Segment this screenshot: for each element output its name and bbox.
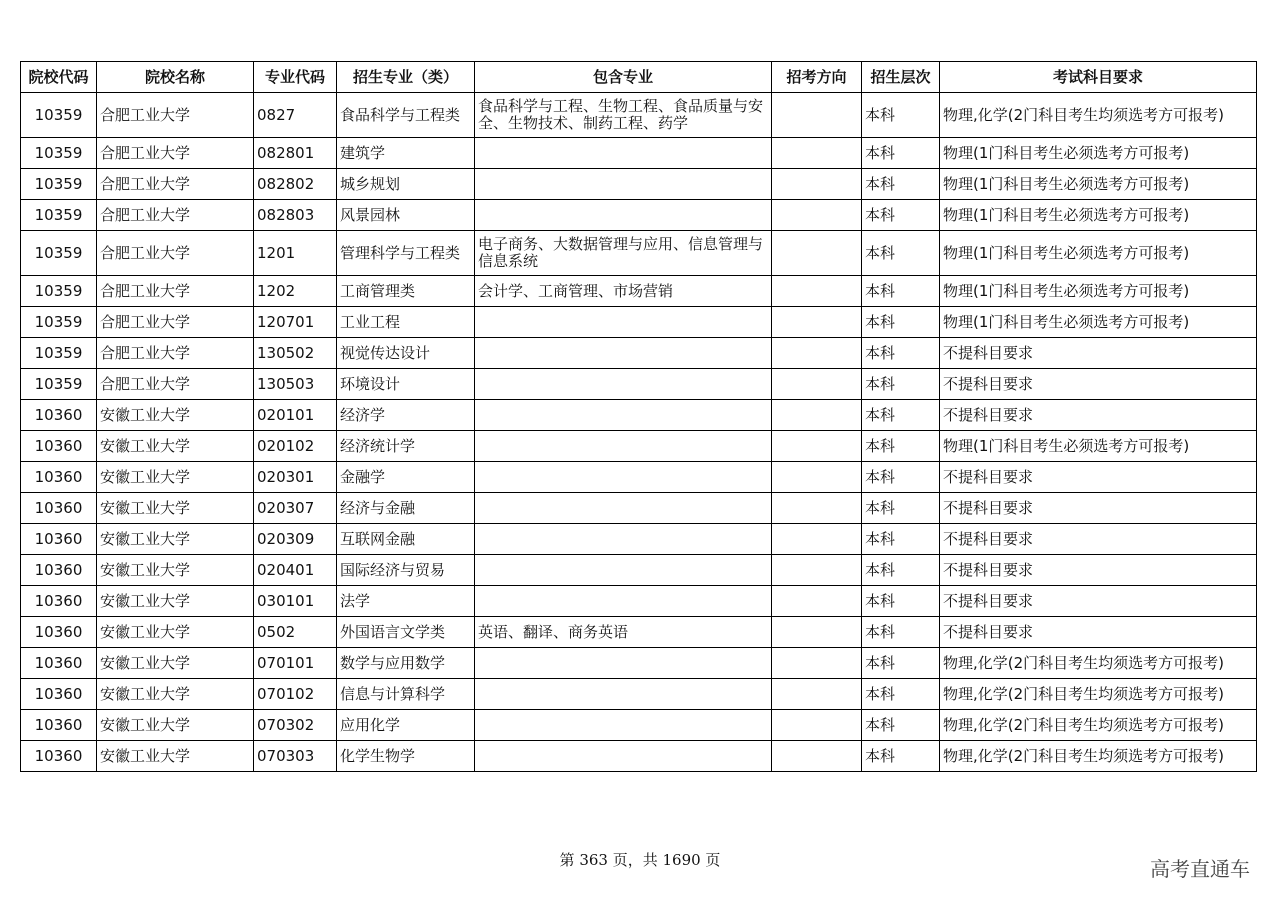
cell-direction (772, 462, 862, 493)
cell-major-code: 130502 (254, 338, 337, 369)
cell-level: 本科 (862, 200, 940, 231)
cell-major: 视觉传达设计 (337, 338, 475, 369)
cell-major-code: 030101 (254, 586, 337, 617)
cell-school-code: 10359 (21, 307, 97, 338)
cell-school-code: 10360 (21, 710, 97, 741)
cell-included-majors (475, 369, 772, 400)
cell-subject-requirements: 不提科目要求 (940, 462, 1257, 493)
table-row (21, 200, 1257, 231)
cell-school-name: 安徽工业大学 (97, 462, 254, 493)
cell-major-code: 020101 (254, 400, 337, 431)
cell-school-name: 安徽工业大学 (97, 679, 254, 710)
table-row (21, 462, 1257, 493)
cell-major: 互联网金融 (337, 524, 475, 555)
cell-subject-requirements: 物理(1门科目考生必须选考方可报考) (940, 231, 1257, 276)
cell-school-code: 10359 (21, 369, 97, 400)
cell-school-code: 10359 (21, 138, 97, 169)
cell-included-majors (475, 138, 772, 169)
cell-level: 本科 (862, 169, 940, 200)
col-header-school-code: 院校代码 (21, 62, 97, 93)
cell-subject-requirements: 物理,化学(2门科目考生均须选考方可报考) (940, 648, 1257, 679)
cell-included-majors (475, 307, 772, 338)
cell-included-majors (475, 710, 772, 741)
cell-school-code: 10360 (21, 617, 97, 648)
table-row (21, 338, 1257, 369)
cell-included-majors (475, 555, 772, 586)
cell-school-name: 合肥工业大学 (97, 138, 254, 169)
table-row (21, 138, 1257, 169)
table-body (21, 93, 1257, 772)
cell-major-code: 020102 (254, 431, 337, 462)
cell-school-name: 合肥工业大学 (97, 93, 254, 138)
cell-school-name: 安徽工业大学 (97, 710, 254, 741)
cell-level: 本科 (862, 524, 940, 555)
table-row (21, 307, 1257, 338)
cell-major-code: 1202 (254, 276, 337, 307)
table-row (21, 169, 1257, 200)
cell-direction (772, 307, 862, 338)
cell-subject-requirements: 物理(1门科目考生必须选考方可报考) (940, 431, 1257, 462)
cell-direction (772, 493, 862, 524)
cell-subject-requirements: 不提科目要求 (940, 524, 1257, 555)
cell-direction (772, 138, 862, 169)
cell-major-code: 082802 (254, 169, 337, 200)
cell-major-code: 0827 (254, 93, 337, 138)
cell-major: 城乡规划 (337, 169, 475, 200)
table-row (21, 617, 1257, 648)
admissions-table (20, 61, 1257, 772)
cell-major: 建筑学 (337, 138, 475, 169)
cell-major: 食品科学与工程类 (337, 93, 475, 138)
cell-included-majors (475, 200, 772, 231)
cell-level: 本科 (862, 400, 940, 431)
cell-major: 外国语言文学类 (337, 617, 475, 648)
cell-school-code: 10360 (21, 400, 97, 431)
cell-level: 本科 (862, 231, 940, 276)
cell-direction (772, 231, 862, 276)
cell-direction (772, 431, 862, 462)
cell-major-code: 130503 (254, 369, 337, 400)
cell-major: 经济统计学 (337, 431, 475, 462)
cell-included-majors (475, 338, 772, 369)
cell-school-name: 合肥工业大学 (97, 369, 254, 400)
cell-included-majors: 电子商务、大数据管理与应用、信息管理与信息系统 (475, 231, 772, 276)
cell-school-name: 安徽工业大学 (97, 741, 254, 772)
table-row (21, 276, 1257, 307)
cell-direction (772, 555, 862, 586)
cell-level: 本科 (862, 307, 940, 338)
cell-school-name: 合肥工业大学 (97, 200, 254, 231)
cell-level: 本科 (862, 338, 940, 369)
cell-subject-requirements: 不提科目要求 (940, 617, 1257, 648)
col-header-direction: 招考方向 (772, 62, 862, 93)
cell-included-majors (475, 648, 772, 679)
cell-direction (772, 400, 862, 431)
table-row (21, 369, 1257, 400)
cell-included-majors: 英语、翻译、商务英语 (475, 617, 772, 648)
table-row (21, 710, 1257, 741)
cell-major-code: 0502 (254, 617, 337, 648)
cell-major-code: 070302 (254, 710, 337, 741)
cell-school-code: 10360 (21, 493, 97, 524)
cell-school-code: 10360 (21, 462, 97, 493)
cell-direction (772, 369, 862, 400)
cell-included-majors (475, 679, 772, 710)
cell-major: 管理科学与工程类 (337, 231, 475, 276)
cell-major-code: 082801 (254, 138, 337, 169)
cell-school-name: 合肥工业大学 (97, 169, 254, 200)
col-header-included-majors: 包含专业 (475, 62, 772, 93)
table-row (21, 679, 1257, 710)
cell-major: 风景园林 (337, 200, 475, 231)
watermark-text: 高考直通车 (1150, 857, 1250, 881)
cell-included-majors: 食品科学与工程、生物工程、食品质量与安全、生物技术、制药工程、药学 (475, 93, 772, 138)
cell-level: 本科 (862, 93, 940, 138)
cell-school-name: 安徽工业大学 (97, 586, 254, 617)
cell-subject-requirements: 不提科目要求 (940, 369, 1257, 400)
cell-direction (772, 276, 862, 307)
cell-level: 本科 (862, 555, 940, 586)
cell-level: 本科 (862, 648, 940, 679)
cell-subject-requirements: 不提科目要求 (940, 586, 1257, 617)
table-row (21, 493, 1257, 524)
col-header-major: 招生专业（类） (337, 62, 475, 93)
cell-subject-requirements: 不提科目要求 (940, 555, 1257, 586)
cell-direction (772, 679, 862, 710)
cell-major: 工商管理类 (337, 276, 475, 307)
cell-subject-requirements: 物理(1门科目考生必须选考方可报考) (940, 276, 1257, 307)
cell-direction (772, 741, 862, 772)
cell-school-name: 合肥工业大学 (97, 338, 254, 369)
cell-major: 国际经济与贸易 (337, 555, 475, 586)
cell-major: 化学生物学 (337, 741, 475, 772)
cell-school-code: 10360 (21, 586, 97, 617)
cell-direction (772, 617, 862, 648)
cell-major-code: 020309 (254, 524, 337, 555)
cell-level: 本科 (862, 710, 940, 741)
cell-included-majors (475, 524, 772, 555)
cell-school-code: 10359 (21, 169, 97, 200)
cell-major-code: 070303 (254, 741, 337, 772)
cell-subject-requirements: 物理,化学(2门科目考生均须选考方可报考) (940, 93, 1257, 138)
cell-level: 本科 (862, 741, 940, 772)
cell-direction (772, 200, 862, 231)
cell-school-name: 安徽工业大学 (97, 648, 254, 679)
cell-major: 信息与计算科学 (337, 679, 475, 710)
cell-school-code: 10360 (21, 679, 97, 710)
table-row (21, 648, 1257, 679)
cell-school-code: 10359 (21, 338, 97, 369)
cell-major: 工业工程 (337, 307, 475, 338)
cell-subject-requirements: 物理,化学(2门科目考生均须选考方可报考) (940, 710, 1257, 741)
cell-included-majors: 会计学、工商管理、市场营销 (475, 276, 772, 307)
cell-level: 本科 (862, 679, 940, 710)
cell-major-code: 020307 (254, 493, 337, 524)
cell-level: 本科 (862, 462, 940, 493)
table-row (21, 741, 1257, 772)
cell-major-code: 082803 (254, 200, 337, 231)
cell-major: 经济学 (337, 400, 475, 431)
cell-school-code: 10359 (21, 93, 97, 138)
cell-level: 本科 (862, 276, 940, 307)
cell-major-code: 020301 (254, 462, 337, 493)
cell-direction (772, 338, 862, 369)
cell-major-code: 1201 (254, 231, 337, 276)
cell-school-name: 安徽工业大学 (97, 524, 254, 555)
cell-school-name: 安徽工业大学 (97, 400, 254, 431)
cell-school-name: 合肥工业大学 (97, 307, 254, 338)
table-row (21, 555, 1257, 586)
cell-school-code: 10360 (21, 524, 97, 555)
cell-major-code: 070102 (254, 679, 337, 710)
cell-subject-requirements: 不提科目要求 (940, 493, 1257, 524)
cell-major: 应用化学 (337, 710, 475, 741)
cell-direction (772, 648, 862, 679)
cell-school-code: 10360 (21, 431, 97, 462)
cell-included-majors (475, 741, 772, 772)
cell-level: 本科 (862, 431, 940, 462)
col-header-level: 招生层次 (862, 62, 940, 93)
cell-level: 本科 (862, 586, 940, 617)
cell-major-code: 020401 (254, 555, 337, 586)
cell-direction (772, 710, 862, 741)
cell-level: 本科 (862, 493, 940, 524)
table-row (21, 400, 1257, 431)
cell-direction (772, 586, 862, 617)
header-row (21, 62, 1257, 93)
cell-school-name: 安徽工业大学 (97, 493, 254, 524)
cell-major-code: 120701 (254, 307, 337, 338)
cell-subject-requirements: 物理(1门科目考生必须选考方可报考) (940, 138, 1257, 169)
cell-subject-requirements: 物理,化学(2门科目考生均须选考方可报考) (940, 741, 1257, 772)
cell-major: 法学 (337, 586, 475, 617)
cell-subject-requirements: 物理(1门科目考生必须选考方可报考) (940, 307, 1257, 338)
cell-included-majors (475, 169, 772, 200)
cell-major: 经济与金融 (337, 493, 475, 524)
cell-school-name: 合肥工业大学 (97, 276, 254, 307)
cell-school-code: 10359 (21, 231, 97, 276)
table-row (21, 231, 1257, 276)
col-header-subject-requirements: 考试科目要求 (940, 62, 1257, 93)
cell-included-majors (475, 493, 772, 524)
cell-school-code: 10359 (21, 276, 97, 307)
cell-school-name: 合肥工业大学 (97, 231, 254, 276)
cell-included-majors (475, 586, 772, 617)
cell-school-name: 安徽工业大学 (97, 617, 254, 648)
cell-major-code: 070101 (254, 648, 337, 679)
cell-level: 本科 (862, 138, 940, 169)
cell-school-name: 安徽工业大学 (97, 431, 254, 462)
cell-school-code: 10360 (21, 555, 97, 586)
cell-direction (772, 524, 862, 555)
cell-subject-requirements: 物理,化学(2门科目考生均须选考方可报考) (940, 679, 1257, 710)
cell-included-majors (475, 400, 772, 431)
cell-subject-requirements: 不提科目要求 (940, 338, 1257, 369)
cell-included-majors (475, 431, 772, 462)
cell-subject-requirements: 物理(1门科目考生必须选考方可报考) (940, 200, 1257, 231)
cell-direction (772, 169, 862, 200)
cell-major: 环境设计 (337, 369, 475, 400)
table-row (21, 586, 1257, 617)
cell-major: 金融学 (337, 462, 475, 493)
cell-level: 本科 (862, 617, 940, 648)
cell-level: 本科 (862, 369, 940, 400)
cell-subject-requirements: 不提科目要求 (940, 400, 1257, 431)
cell-school-code: 10359 (21, 200, 97, 231)
table-row (21, 93, 1257, 138)
col-header-major-code: 专业代码 (254, 62, 337, 93)
cell-subject-requirements: 物理(1门科目考生必须选考方可报考) (940, 169, 1257, 200)
cell-school-code: 10360 (21, 741, 97, 772)
page-number: 第 363 页，共 1690 页 (559, 851, 721, 869)
cell-major: 数学与应用数学 (337, 648, 475, 679)
table-row (21, 524, 1257, 555)
cell-school-code: 10360 (21, 648, 97, 679)
col-header-school-name: 院校名称 (97, 62, 254, 93)
cell-included-majors (475, 462, 772, 493)
cell-school-name: 安徽工业大学 (97, 555, 254, 586)
cell-direction (772, 93, 862, 138)
table-row (21, 431, 1257, 462)
